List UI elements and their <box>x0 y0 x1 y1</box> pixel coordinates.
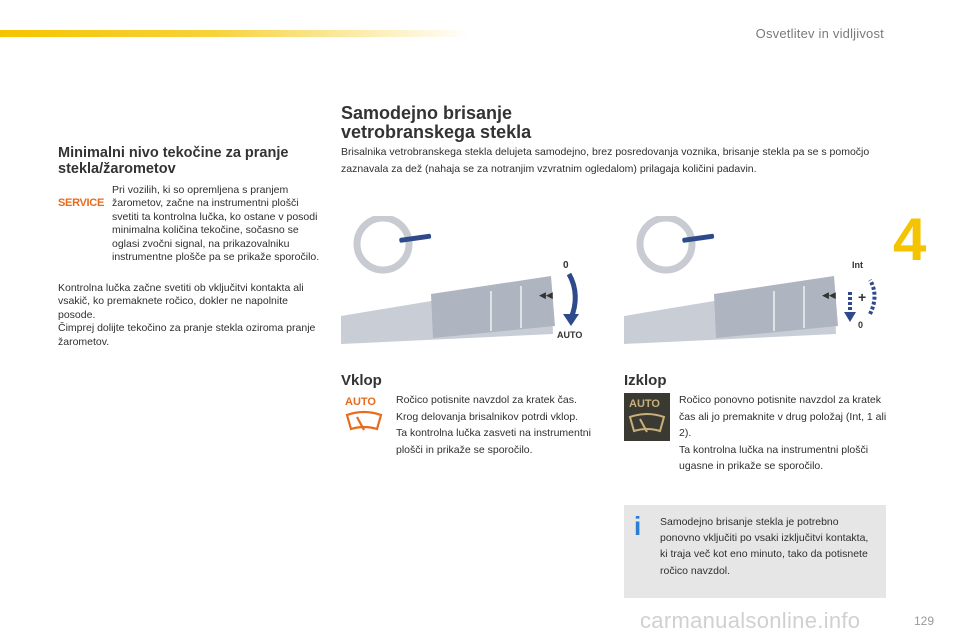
info-note-text: Samodejno brisanje stekla je potrebno ponovno vključiti po vsaki izključitvi kontakta, ki traja več kot eno minuto, tako da potisnete ročico navzdol. <box>660 516 869 577</box>
steering-wheel-shape <box>640 218 692 270</box>
header-accent-bar <box>0 30 470 37</box>
rear-wiper-symbol: ◀◀ <box>539 290 553 300</box>
watermark: carmanualsonline.info <box>640 608 861 633</box>
push-down-arrowhead <box>563 314 579 326</box>
wiper-stalk-illustration-off <box>624 216 886 346</box>
move-arrowhead <box>844 312 856 322</box>
service-warning-icon: SERVICE <box>58 197 104 209</box>
wiper-stalk-drawing-2 <box>624 216 886 346</box>
label-zero: 0 <box>563 260 569 271</box>
steering-wheel-shape <box>357 218 409 270</box>
fluid-level-paragraph-2: Kontrolna lučka začne svetiti ob vključitvi kontakta ali vsakič, ko premaknete ročico, dokler ne napolnite posode. Čimprej dolijte tekočino za pranje stekla oziroma pranje žarometov. <box>58 282 316 348</box>
rear-wiper-symbol: ◀◀ <box>822 290 836 300</box>
chapter-number: 4 <box>893 206 927 273</box>
auto-label: AUTO <box>345 396 376 408</box>
auto-wipe-heading: Samodejno brisanje vetrobranskega stekla <box>341 103 532 142</box>
label-int: Int <box>852 260 863 270</box>
label-zero-bottom: 0 <box>858 320 864 330</box>
vklop-heading: Vklop <box>341 372 382 389</box>
fluid-level-heading: Minimalni nivo tekočine za pranje stekla/žarometov <box>58 145 289 177</box>
push-down-arrow-shape <box>569 274 575 318</box>
wiper-stalk-drawing <box>341 216 603 346</box>
plus-symbol: + <box>858 289 867 305</box>
wiper-stalk-illustration-on <box>341 216 603 346</box>
chapter-title: Osvetlitev in vidljivost <box>755 26 884 41</box>
auto-wiper-on-icon <box>343 393 385 441</box>
izklop-heading: Izklop <box>624 372 667 389</box>
fluid-level-paragraph-1: Pri vozilih, ki so opremljena s pranjem žarometov, začne na instrumentni plošči svetiti ta kontrolna lučka, ko ostane v posodi minimalna količina tekočine, sočasno se oglasi zvočni signal, na prikazovalniku instrumentne plošče pa se prikaže sporočilo. <box>112 184 320 264</box>
vklop-text: Ročico potisnite navzdol za kratek čas. Krog delovanja brisalnikov potrdi vklop. Ta kontrolna lučka zasveti na instrumentni plošči in prikaže se sporočilo. <box>396 394 591 456</box>
label-auto: AUTO <box>557 330 583 340</box>
auto-label-dim: AUTO <box>629 398 660 410</box>
info-note-box <box>624 505 886 598</box>
auto-wiper-off-icon <box>624 393 670 441</box>
izklop-text: Ročico ponovno potisnite navzdol za kratek čas ali jo premaknite v drug položaj (Int, 1 ali 2). Ta kontrolna lučka na instrumentni plošči ugasne in prikaže se sporočilo. <box>679 394 887 473</box>
page-number: 129 <box>913 614 934 628</box>
info-icon: i <box>634 511 642 541</box>
up-arrow-shape <box>870 280 875 314</box>
auto-wipe-intro: Brisalnika vetrobranskega stekla delujeta samodejno, brez posredovanja voznika, brisanje stekla pa se s pomočjo zaznavala za dež (nahaja se za notranjim vzvratnim ogledalom) prilagaja količini padavin. <box>341 146 870 175</box>
